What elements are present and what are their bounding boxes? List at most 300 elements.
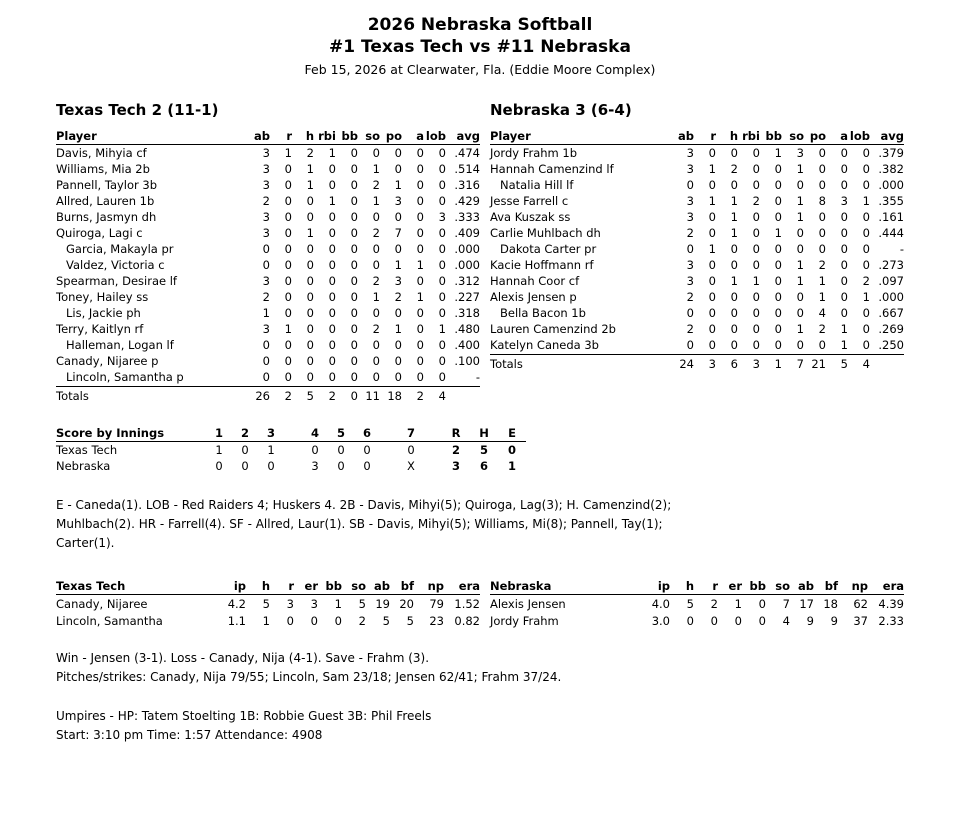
player-name: Natalia Hill lf xyxy=(500,178,574,192)
innings-spacer-cell xyxy=(284,442,302,459)
totals-cell: 24 xyxy=(679,357,694,371)
stat-cell: 0 xyxy=(840,258,848,272)
stat-cell: 0 xyxy=(686,242,694,256)
stat-cell: 1 xyxy=(774,226,782,240)
stat-cell: 0 xyxy=(774,322,782,336)
stat-cell: .161 xyxy=(878,210,904,224)
rhe-cell: 1 xyxy=(507,459,516,473)
col-bb: bb xyxy=(318,579,342,595)
stat-cell: .514 xyxy=(454,162,480,176)
matchup-title: #1 Texas Tech vs #11 Nebraska xyxy=(329,37,631,57)
stat-cell: 0 xyxy=(738,337,760,355)
stat-cell: .312 xyxy=(454,274,480,288)
col-ip: ip xyxy=(646,579,670,595)
stat-cell: 3 xyxy=(262,274,270,288)
pitch-stat-cell: 37 xyxy=(853,614,868,628)
stat-cell: .000 xyxy=(878,290,904,304)
score-by-innings-table xyxy=(56,426,526,474)
totals-cell: 2 xyxy=(284,389,292,403)
stat-cell: 0 xyxy=(336,369,358,387)
stat-cell: 0 xyxy=(350,290,358,304)
home-batting-block xyxy=(480,101,904,404)
stat-cell: 1 xyxy=(730,194,738,208)
stat-cell: 2 xyxy=(372,226,380,240)
table-row xyxy=(56,177,480,193)
stat-cell: 0 xyxy=(328,322,336,336)
pitch-stat-cell: 5 xyxy=(382,614,390,628)
col-r: r xyxy=(270,129,292,145)
stat-cell: 0 xyxy=(752,162,760,176)
stat-cell: 1 xyxy=(818,290,826,304)
col-r: r xyxy=(270,579,294,595)
table-row xyxy=(56,161,480,177)
innings-team-name: Nebraska xyxy=(56,459,111,473)
pitch-stat-cell: 4.39 xyxy=(878,597,904,611)
stat-cell: 0 xyxy=(752,226,760,240)
stat-cell: 2 xyxy=(372,274,380,288)
stat-cell: 0 xyxy=(416,146,424,160)
stat-cell: 1 xyxy=(372,162,380,176)
stat-cell: 0 xyxy=(862,226,870,240)
table-row xyxy=(56,305,480,321)
pitch-stat-cell: 5 xyxy=(262,597,270,611)
stat-cell: 0 xyxy=(292,369,314,387)
stat-cell: 1 xyxy=(284,146,292,160)
stat-cell: 3 xyxy=(686,274,694,288)
table-row xyxy=(56,369,480,387)
col-ab: ab xyxy=(248,129,270,145)
table-row xyxy=(56,337,480,353)
home-pitching-team: Nebraska xyxy=(490,579,646,595)
stat-cell: 0 xyxy=(730,178,738,192)
col-bb: bb xyxy=(742,579,766,595)
totals-cell: 7 xyxy=(796,357,804,371)
away-team-title: Texas Tech 2 (11-1) xyxy=(56,101,219,119)
pitch-stat-cell: 17 xyxy=(799,597,814,611)
table-row xyxy=(56,273,480,289)
stat-cell: 0 xyxy=(774,274,782,288)
stat-cell: .444 xyxy=(878,226,904,240)
stat-cell: 0 xyxy=(782,337,804,355)
stat-cell: 0 xyxy=(284,210,292,224)
pitcher-name: Canady, Nijaree xyxy=(56,597,148,611)
stat-cell: 0 xyxy=(314,369,336,387)
stat-cell: 0 xyxy=(774,306,782,320)
totals-cell: 0 xyxy=(350,389,358,403)
stat-cell: 3 xyxy=(262,146,270,160)
stat-cell: 0 xyxy=(686,178,694,192)
game-notes xyxy=(56,496,904,553)
stat-cell: .250 xyxy=(870,337,904,355)
col-player: Player xyxy=(490,129,672,145)
stat-cell: 0 xyxy=(438,146,446,160)
stat-cell: 2 xyxy=(730,162,738,176)
stat-cell: 0 xyxy=(372,306,380,320)
player-name: Dakota Carter pr xyxy=(500,242,597,256)
stat-cell: .097 xyxy=(878,274,904,288)
stat-cell: 0 xyxy=(840,178,848,192)
table-row xyxy=(490,289,904,305)
stat-cell: 1 xyxy=(328,146,336,160)
stat-cell: 0 xyxy=(350,210,358,224)
inning-score-cell: 1 xyxy=(215,443,223,457)
stat-cell: 0 xyxy=(752,242,760,256)
stat-cell: .480 xyxy=(454,322,480,336)
stat-cell: 0 xyxy=(328,178,336,192)
table-row xyxy=(56,289,480,305)
stat-cell: 1 xyxy=(262,306,270,320)
stat-cell: 0 xyxy=(270,369,292,387)
home-pitching-header-row xyxy=(490,579,904,595)
col-bf: bf xyxy=(814,579,838,595)
stat-cell: 0 xyxy=(840,162,848,176)
stat-cell: 0 xyxy=(818,242,826,256)
player-name: Toney, Hailey ss xyxy=(56,290,149,304)
stat-cell: 0 xyxy=(262,242,270,256)
pitch-stat-cell: 0 xyxy=(758,614,766,628)
col-player: Player xyxy=(56,129,248,145)
stat-cell: 0 xyxy=(350,146,358,160)
pitch-stat-cell: 7 xyxy=(782,597,790,611)
page-title: 2026 Nebraska Softball xyxy=(367,15,593,35)
stat-cell: 0 xyxy=(328,162,336,176)
stat-cell: 3 xyxy=(262,210,270,224)
stat-cell: 0 xyxy=(774,178,782,192)
col-so: so xyxy=(342,579,366,595)
stat-cell: 0 xyxy=(306,338,314,352)
stat-cell: 2 xyxy=(686,290,694,304)
stat-cell: 0 xyxy=(372,258,380,272)
player-name: Garcia, Makayla pr xyxy=(66,242,174,256)
stat-cell: 0 xyxy=(752,178,760,192)
stat-cell: 0 xyxy=(350,162,358,176)
col-bb: bb xyxy=(336,129,358,145)
stat-cell: .355 xyxy=(878,194,904,208)
inning-6: 6 xyxy=(354,426,380,442)
stat-cell: 0 xyxy=(848,337,870,355)
col-avg: avg xyxy=(870,129,904,145)
col-er: er xyxy=(718,579,742,595)
stat-cell: 0 xyxy=(372,242,380,256)
table-row xyxy=(490,225,904,241)
totals-cell: 1 xyxy=(774,357,782,371)
pitch-stat-cell: 3 xyxy=(310,597,318,611)
totals-row xyxy=(56,387,480,405)
stat-cell: 1 xyxy=(796,258,804,272)
stat-cell: 3 xyxy=(262,162,270,176)
batting-section xyxy=(56,101,904,404)
away-pitching-block xyxy=(56,579,480,629)
away-batting-block xyxy=(56,101,480,404)
stat-cell: 3 xyxy=(394,194,402,208)
pitcher-name: Lincoln, Samantha xyxy=(56,614,163,628)
stat-cell: 8 xyxy=(818,194,826,208)
col-h: h xyxy=(716,129,738,145)
stat-cell: 1 xyxy=(438,322,446,336)
stat-cell: 0 xyxy=(394,306,402,320)
player-name: Bella Bacon 1b xyxy=(500,306,586,320)
col-lob: lob xyxy=(849,129,870,143)
stat-cell: 0 xyxy=(752,146,760,160)
stat-cell: 1 xyxy=(306,226,314,240)
player-name: Halleman, Logan lf xyxy=(66,338,174,352)
stat-cell: 0 xyxy=(416,338,424,352)
pitch-stat-cell: 4.0 xyxy=(651,597,670,611)
stat-cell: 0 xyxy=(402,369,424,387)
stat-cell: 1 xyxy=(818,274,826,288)
stat-cell: 0 xyxy=(416,354,424,368)
stat-cell: 3 xyxy=(686,194,694,208)
stat-cell: 0 xyxy=(840,306,848,320)
away-batting-header-row xyxy=(56,129,480,145)
inning-score-cell: 0 xyxy=(337,443,345,457)
stat-cell: 1 xyxy=(416,258,424,272)
stat-cell: 0 xyxy=(796,242,804,256)
table-row xyxy=(56,145,480,162)
stat-cell: 4 xyxy=(818,306,826,320)
stat-cell: 0 xyxy=(694,337,716,355)
stat-cell: 0 xyxy=(416,306,424,320)
stat-cell: 1 xyxy=(306,162,314,176)
away-pitching-team: Texas Tech xyxy=(56,579,222,595)
stat-cell: 2 xyxy=(372,178,380,192)
stat-cell: 0 xyxy=(708,306,716,320)
stat-cell: 7 xyxy=(394,226,402,240)
totals-cell: 18 xyxy=(387,389,402,403)
col-rbi: rbi xyxy=(738,129,760,145)
player-name: Terry, Kaitlyn rf xyxy=(56,322,144,336)
stat-cell: 0 xyxy=(760,337,782,355)
totals-cell xyxy=(446,387,480,405)
pitch-stat-cell: 0 xyxy=(734,614,742,628)
umpire-line: Start: 3:10 pm Time: 1:57 Attendance: 4908 xyxy=(56,728,323,742)
stat-cell: 0 xyxy=(306,290,314,304)
col-h: h xyxy=(292,129,314,145)
col-runs: R xyxy=(442,426,470,442)
stat-cell: 1 xyxy=(774,146,782,160)
stat-cell: 2 xyxy=(686,226,694,240)
stat-cell: .000 xyxy=(454,258,480,272)
rhe-cell: 0 xyxy=(507,443,516,457)
totals-cell: 6 xyxy=(730,357,738,371)
stat-cell: 0 xyxy=(424,369,446,387)
stat-cell: 0 xyxy=(350,322,358,336)
stat-cell: - xyxy=(446,369,480,387)
stat-cell: 0 xyxy=(350,242,358,256)
stat-cell: 0 xyxy=(350,274,358,288)
table-row xyxy=(490,209,904,225)
stat-cell: .474 xyxy=(454,146,480,160)
col-rbi: rbi xyxy=(314,129,336,145)
table-row xyxy=(490,161,904,177)
stat-cell: 0 xyxy=(774,194,782,208)
stat-cell: .382 xyxy=(878,162,904,176)
table-row xyxy=(490,177,904,193)
player-name: Hannah Coor cf xyxy=(490,274,580,288)
pitcher-name: Alexis Jensen xyxy=(490,597,566,611)
stat-cell: 0 xyxy=(394,242,402,256)
stat-cell: 0 xyxy=(350,178,358,192)
stat-cell: 0 xyxy=(774,242,782,256)
stat-cell: 3 xyxy=(438,210,446,224)
pitch-stat-cell: 18 xyxy=(823,597,838,611)
col-ab: ab xyxy=(366,579,390,595)
stat-cell: 0 xyxy=(416,322,424,336)
col-po: po xyxy=(804,129,826,145)
stat-cell: 2 xyxy=(262,194,270,208)
rhe-spacer xyxy=(424,426,442,442)
stat-cell: .000 xyxy=(454,242,480,256)
stat-cell: 0 xyxy=(752,210,760,224)
stat-cell: 1 xyxy=(796,162,804,176)
stat-cell: 0 xyxy=(262,338,270,352)
col-lob: lob xyxy=(425,129,446,143)
stat-cell: 0 xyxy=(416,242,424,256)
stat-cell: 0 xyxy=(350,306,358,320)
col-bf: bf xyxy=(390,579,414,595)
col-hits: H xyxy=(470,426,498,442)
totals-cell: 21 xyxy=(811,357,826,371)
col-a: a xyxy=(826,129,848,145)
innings-title: Score by Innings xyxy=(56,426,206,442)
stat-cell: 0 xyxy=(438,290,446,304)
stat-cell: 0 xyxy=(752,306,760,320)
player-name: Allred, Lauren 1b xyxy=(56,194,155,208)
stat-cell: 0 xyxy=(438,306,446,320)
pitch-stat-cell: 0 xyxy=(758,597,766,611)
col-era: era xyxy=(444,579,480,595)
stat-cell: 0 xyxy=(804,337,826,355)
totals-label: Totals xyxy=(490,357,523,371)
player-name: Spearman, Desirae lf xyxy=(56,274,177,288)
stat-cell: 0 xyxy=(708,290,716,304)
score-by-innings-section xyxy=(56,426,904,474)
totals-label: Totals xyxy=(56,389,89,403)
inning-1: 1 xyxy=(206,426,232,442)
stat-cell: 2 xyxy=(752,194,760,208)
stat-cell: 0 xyxy=(372,210,380,224)
pitch-stat-cell: 23 xyxy=(429,614,444,628)
pitcher-name: Jordy Frahm xyxy=(490,614,559,628)
stat-cell: 0 xyxy=(686,306,694,320)
stat-cell: 0 xyxy=(416,226,424,240)
stat-cell: .316 xyxy=(454,178,480,192)
stat-cell: 0 xyxy=(438,274,446,288)
stat-cell: 0 xyxy=(284,338,292,352)
stat-cell: 1 xyxy=(372,194,380,208)
stat-cell: 0 xyxy=(818,210,826,224)
stat-cell: 0 xyxy=(796,226,804,240)
stat-cell: 0 xyxy=(840,290,848,304)
stat-cell: 0 xyxy=(862,162,870,176)
stat-cell: 0 xyxy=(284,274,292,288)
stat-cell: 0 xyxy=(416,178,424,192)
stat-cell: 1 xyxy=(372,290,380,304)
stat-cell: 0 xyxy=(350,194,358,208)
col-h: h xyxy=(670,579,694,595)
totals-cell: 2 xyxy=(328,389,336,403)
stat-cell: 0 xyxy=(840,210,848,224)
stat-cell: 2 xyxy=(394,290,402,304)
stat-cell: 1 xyxy=(796,274,804,288)
stat-cell: 1 xyxy=(394,258,402,272)
stat-cell: 0 xyxy=(818,162,826,176)
inning-score-cell: 0 xyxy=(363,443,371,457)
pitcher-row xyxy=(56,612,480,629)
stat-cell: .269 xyxy=(878,322,904,336)
stat-cell: 0 xyxy=(328,242,336,256)
stat-cell: 3 xyxy=(262,322,270,336)
player-name: Jordy Frahm 1b xyxy=(490,146,578,160)
inning-score-cell: 0 xyxy=(363,459,371,473)
stat-cell: .400 xyxy=(454,338,480,352)
inning-score-cell: 0 xyxy=(241,459,249,473)
stat-cell: 0 xyxy=(328,338,336,352)
home-batting-header-row xyxy=(490,129,904,145)
umpires-notes xyxy=(56,707,904,745)
stat-cell: 1 xyxy=(796,322,804,336)
inning-5: 5 xyxy=(328,426,354,442)
inning-4: 4 xyxy=(302,426,328,442)
stat-cell: 2 xyxy=(686,322,694,336)
player-name: Canady, Nijaree p xyxy=(56,354,159,368)
pitch-stat-cell: 2.33 xyxy=(878,614,904,628)
player-name: Lincoln, Samantha p xyxy=(56,369,248,387)
table-row xyxy=(490,241,904,257)
stat-cell: 0 xyxy=(284,258,292,272)
inning-score-cell: 1 xyxy=(267,443,275,457)
stat-cell: 0 xyxy=(328,354,336,368)
stat-cell: 3 xyxy=(796,146,804,160)
totals-cell: 2 xyxy=(416,389,424,403)
pitch-stat-cell: 1.52 xyxy=(454,597,480,611)
pitch-stat-cell: 62 xyxy=(853,597,868,611)
stat-cell: 0 xyxy=(262,258,270,272)
stat-cell: 0 xyxy=(372,146,380,160)
pitch-stat-cell: 2 xyxy=(710,597,718,611)
stat-cell: 0 xyxy=(416,210,424,224)
stat-cell: 1 xyxy=(708,242,716,256)
away-pitching-table xyxy=(56,579,480,629)
stat-cell: 0 xyxy=(416,162,424,176)
player-name: Jesse Farrell c xyxy=(490,194,569,208)
stat-cell: .333 xyxy=(454,210,480,224)
stat-cell: 0 xyxy=(284,162,292,176)
col-np: np xyxy=(414,579,444,595)
col-ab: ab xyxy=(790,579,814,595)
innings-spacer-cell xyxy=(424,442,442,459)
pitcher-row xyxy=(490,612,904,629)
pitch-stat-cell: 1 xyxy=(334,597,342,611)
stat-cell: 0 xyxy=(840,242,848,256)
stat-cell: 1 xyxy=(826,337,848,355)
totals-cell: 11 xyxy=(365,389,380,403)
stat-cell: 0 xyxy=(248,369,270,387)
inning-score-cell: 0 xyxy=(407,443,415,457)
stat-cell: 0 xyxy=(438,226,446,240)
inning-spacer-2 xyxy=(380,426,398,442)
stat-cell: 1 xyxy=(394,322,402,336)
inning-7: 7 xyxy=(398,426,424,442)
stat-cell: .379 xyxy=(878,146,904,160)
stat-cell: 0 xyxy=(752,322,760,336)
stat-cell: 0 xyxy=(708,258,716,272)
innings-spacer-cell xyxy=(380,442,398,459)
inning-score-cell: X xyxy=(407,459,415,473)
inning-spacer xyxy=(284,426,302,442)
stat-cell: 0 xyxy=(380,369,402,387)
pitcher-row xyxy=(56,595,480,613)
